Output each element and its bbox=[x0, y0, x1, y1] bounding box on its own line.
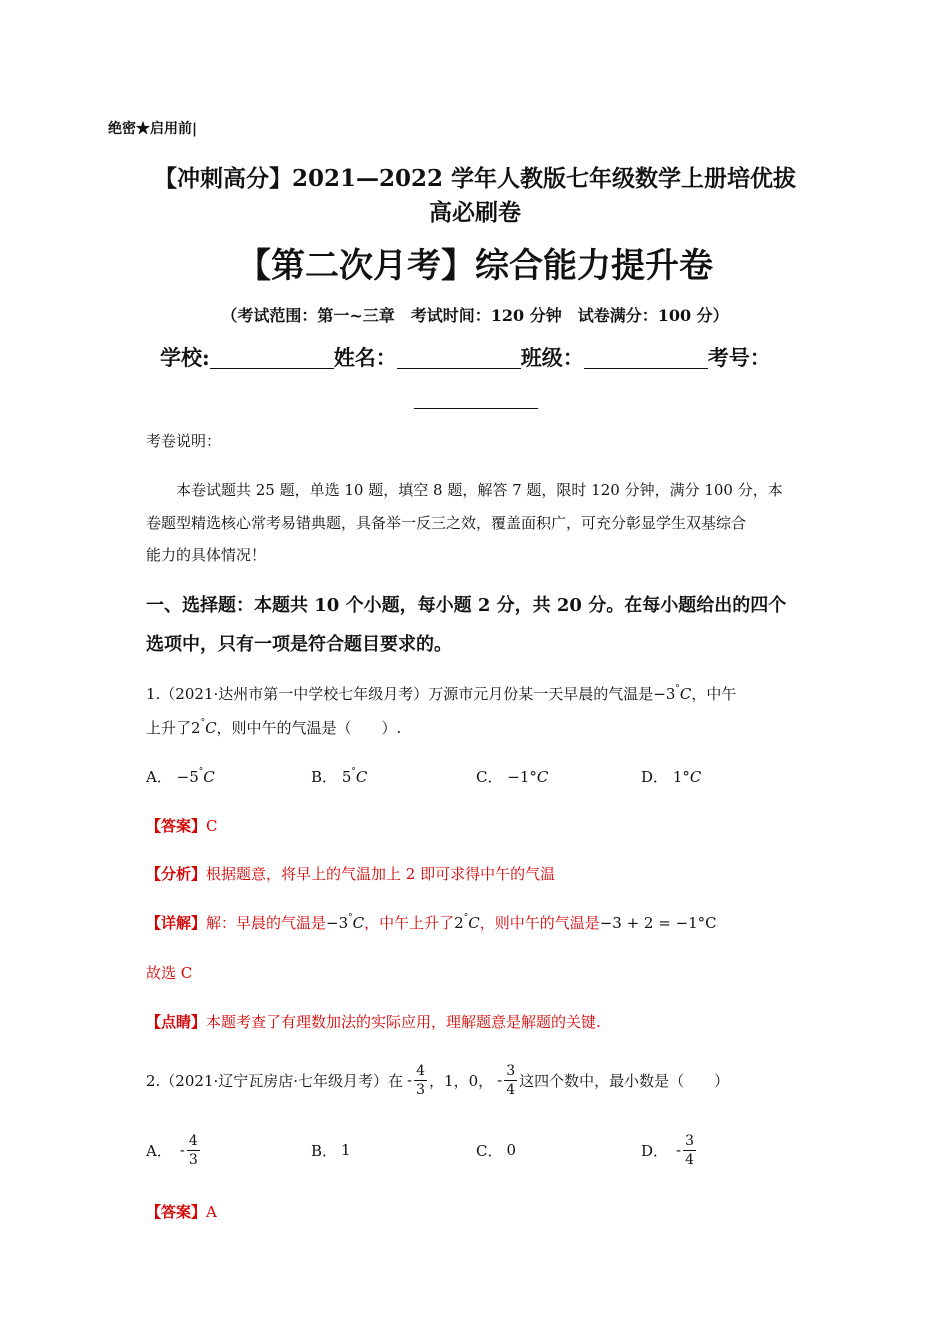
detail-temp1: −3 bbox=[326, 914, 349, 932]
answer-value: C bbox=[206, 817, 218, 835]
option-label: D． bbox=[641, 1141, 669, 1160]
q2-answer bbox=[146, 1201, 217, 1222]
degree-mark: ° bbox=[675, 684, 680, 694]
answer-tag: 【答案】 bbox=[146, 817, 207, 835]
unit-c: C bbox=[689, 768, 702, 786]
option-label: C． bbox=[476, 1141, 503, 1160]
title-line1: 【冲刺高分】2021—2022 学年人教版七年级数学上册培优拔 bbox=[153, 165, 797, 192]
unit-c: C bbox=[679, 685, 692, 703]
q1-temp1: −3 bbox=[653, 685, 676, 703]
comment-text: 本题考查了有理数加法的实际应用，理解题意是解题的关键. bbox=[206, 1013, 601, 1031]
numerator: 4 bbox=[416, 1062, 426, 1079]
numerator: 3 bbox=[685, 1132, 695, 1149]
comment-tag: 【点睛】 bbox=[146, 1013, 207, 1031]
denominator: 3 bbox=[188, 1151, 198, 1168]
detail-text2: ，中午上升了 bbox=[364, 914, 455, 932]
option-value: −5 bbox=[176, 768, 199, 786]
numerator: 3 bbox=[506, 1062, 516, 1079]
instructions-line3: 能力的具体情况！ bbox=[146, 546, 267, 564]
unit-c: C bbox=[205, 719, 217, 737]
option-label: B． bbox=[311, 1141, 338, 1160]
detail-temp2: 2 bbox=[454, 914, 464, 932]
instructions-line2: 卷题型精选核心常考易错典题，具备举一反三之效，覆盖面积广，可充分彰显学生双基综合 bbox=[146, 514, 747, 532]
q1-choose: 故选 C bbox=[146, 964, 193, 982]
title-line2: 高必刷卷 bbox=[429, 199, 521, 226]
degree-mark: ° bbox=[529, 768, 537, 786]
denominator: 3 bbox=[416, 1081, 426, 1098]
class-label: 班级： bbox=[520, 345, 584, 370]
q1-line1 bbox=[146, 683, 736, 704]
answer-value: A bbox=[206, 1203, 217, 1221]
numerator: 4 bbox=[188, 1132, 198, 1149]
student-fields bbox=[160, 342, 771, 372]
q1-comment bbox=[146, 1011, 601, 1032]
q1-line2 bbox=[146, 717, 401, 738]
unit-c: C bbox=[355, 768, 368, 786]
degree-mark: ° bbox=[200, 718, 206, 728]
option-value: 1 bbox=[341, 1141, 351, 1159]
degree-mark: ° bbox=[198, 767, 204, 777]
exam-info: （考试范围：第一~三章 考试时间：120 分钟 试卷满分：100 分） bbox=[221, 306, 729, 325]
number-blank[interactable] bbox=[414, 384, 538, 409]
unit-c: C bbox=[468, 914, 480, 932]
minus-sign: - bbox=[407, 1071, 413, 1089]
option-value: 1 bbox=[672, 768, 683, 786]
detail-tag: 【详解】 bbox=[146, 914, 207, 932]
q1-temp2: 2 bbox=[191, 719, 201, 737]
name-label: 姓名： bbox=[333, 345, 397, 370]
q1-option-b[interactable] bbox=[311, 766, 367, 787]
analysis-text: 根据题意，将早上的气温加上 2 即可求得中午的气温 bbox=[206, 865, 556, 883]
minus-sign: - bbox=[497, 1071, 503, 1089]
denominator: 4 bbox=[685, 1151, 695, 1168]
option-label: D． bbox=[641, 768, 669, 786]
answer-tag: 【答案】 bbox=[146, 1203, 207, 1221]
school-blank[interactable] bbox=[210, 344, 334, 369]
q1-answer bbox=[146, 815, 218, 836]
q2-option-b[interactable] bbox=[311, 1130, 351, 1170]
option-label: B． bbox=[311, 768, 338, 786]
q1-text1b: ，中午 bbox=[691, 685, 737, 703]
q1-option-a[interactable] bbox=[146, 766, 215, 787]
fraction-neg-4-3 bbox=[187, 1132, 200, 1169]
q1-text2b: ，则中午的气温是（ ）. bbox=[216, 719, 402, 737]
degree-mark: ° bbox=[682, 768, 690, 786]
option-value: 5 bbox=[341, 768, 352, 786]
class-blank[interactable] bbox=[584, 344, 708, 369]
option-value: 0 bbox=[506, 1141, 517, 1159]
fraction-neg-4-3 bbox=[414, 1062, 427, 1099]
q2-option-a[interactable] bbox=[146, 1130, 202, 1170]
secret-mark: 绝密★启用前| bbox=[108, 121, 198, 137]
option-value: −1 bbox=[507, 768, 530, 786]
denominator: 4 bbox=[506, 1081, 516, 1098]
section1-line1: 一、选择题：本题共 10 个小题，每小题 2 分，共 20 分。在每小题给出的四个 bbox=[146, 595, 787, 616]
q2-mid: ，1，0， bbox=[429, 1071, 494, 1090]
analysis-tag: 【分析】 bbox=[146, 865, 207, 883]
q2-option-d[interactable] bbox=[641, 1130, 698, 1170]
minus-sign: - bbox=[676, 1141, 682, 1159]
unit-c: C bbox=[352, 914, 365, 932]
q1-text1: 1.（2021·达州市第一中学校七年级月考）万源市元月份某一天早晨的气温是 bbox=[146, 685, 654, 703]
q1-option-c[interactable] bbox=[476, 766, 548, 787]
q2-text1: 2.（2021·辽宁瓦房店·七年级月考）在 bbox=[146, 1071, 404, 1090]
unit-c: C bbox=[203, 768, 215, 786]
number-label: 考号： bbox=[707, 345, 771, 370]
degree-mark: ° bbox=[351, 767, 356, 777]
detail-text1: 解：早晨的气温是 bbox=[206, 914, 327, 932]
q2-line1 bbox=[146, 1060, 729, 1100]
option-label: C． bbox=[476, 768, 503, 786]
instructions-line1: 本卷试题共 25 题，单选 10 题，填空 8 题，解答 7 题，限时 120 分钟，满分 100 分，本 bbox=[176, 481, 783, 499]
instructions-heading: 考卷说明： bbox=[146, 432, 222, 450]
fraction-neg-3-4 bbox=[683, 1132, 696, 1169]
detail-equation: −3 + 2 = −1°C bbox=[599, 914, 717, 932]
q1-detail bbox=[146, 912, 717, 933]
detail-text3: ，则中午的气温是 bbox=[479, 914, 600, 932]
q2-option-c[interactable] bbox=[476, 1130, 516, 1170]
school-label: 学校: bbox=[160, 345, 210, 370]
q1-text2: 上升了 bbox=[146, 719, 192, 737]
q1-analysis bbox=[146, 863, 555, 884]
q1-option-d[interactable] bbox=[641, 766, 701, 787]
page-title: 【第二次月考】综合能力提升卷 bbox=[237, 246, 713, 286]
name-blank[interactable] bbox=[397, 344, 521, 369]
option-label: A． bbox=[146, 1141, 172, 1160]
unit-c: C bbox=[536, 768, 549, 786]
fraction-neg-3-4 bbox=[504, 1062, 517, 1099]
q2-text2: 这四个数中，最小数是（ ） bbox=[519, 1071, 730, 1090]
option-label: A． bbox=[146, 768, 172, 786]
section1-line2: 选项中，只有一项是符合题目要求的。 bbox=[146, 634, 452, 655]
degree-mark: ° bbox=[463, 913, 469, 923]
minus-sign: - bbox=[179, 1141, 185, 1159]
degree-mark: ° bbox=[348, 913, 353, 923]
